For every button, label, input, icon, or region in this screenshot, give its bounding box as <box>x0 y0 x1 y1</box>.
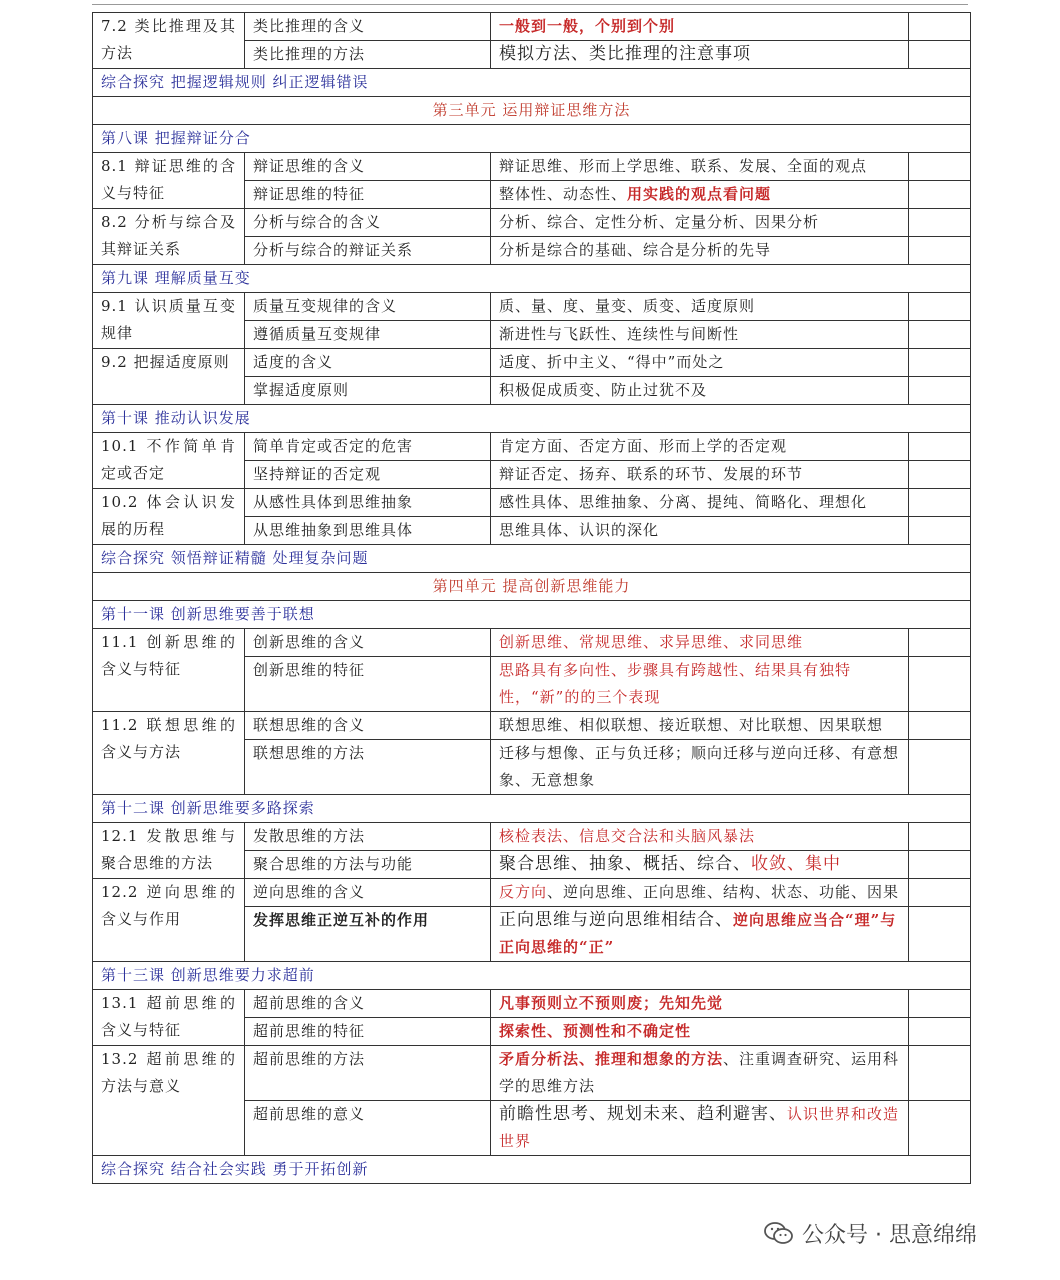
blank-cell <box>909 237 971 265</box>
section-row <box>93 265 971 293</box>
keypoint-text: 积极促成质变、防止过犹不及 <box>499 381 708 399</box>
blank-cell <box>909 13 971 41</box>
keypoints-cell <box>491 879 909 907</box>
keypoint-text: 收敛、集中 <box>751 854 841 874</box>
topic-cell: 聚合思维的方法与功能 <box>245 851 491 879</box>
keypoint-text: 矛盾分析法、推理和想象的方法 <box>499 1050 724 1068</box>
keypoint-text: 辩证否定、扬弃、联系的环节、发展的环节 <box>499 465 804 483</box>
topic-cell: 超前思维的意义 <box>245 1101 491 1156</box>
keypoints-cell <box>491 629 909 657</box>
topic-cell: 遵循质量互变规律 <box>245 321 491 349</box>
blank-cell <box>909 1101 971 1156</box>
keypoints-cell <box>491 209 909 237</box>
keypoints-cell <box>491 1101 909 1156</box>
unit-heading: 第四单元 提高创新思维能力 <box>93 573 971 601</box>
unit-heading: 第三单元 运用辩证思维方法 <box>93 97 971 125</box>
topic-cell: 发散思维的方法 <box>245 823 491 851</box>
table-row <box>93 13 971 41</box>
section-row <box>93 962 971 990</box>
keypoints-cell <box>491 517 909 545</box>
section-heading: 综合探究 领悟辩证精髓 处理复杂问题 <box>93 545 971 573</box>
section-heading: 综合探究 把握逻辑规则 纠正逻辑错误 <box>93 69 971 97</box>
table-row <box>93 433 971 461</box>
topic-cell: 质量互变规律的含义 <box>245 293 491 321</box>
topic-cell: 从感性具体到思维抽象 <box>245 489 491 517</box>
keypoint-text: 思维具体、认识的深化 <box>499 521 660 539</box>
blank-cell <box>909 377 971 405</box>
keypoints-cell <box>491 41 909 69</box>
lesson-cell: 8.2 分析与综合及其辩证关系 <box>93 209 245 265</box>
lesson-cell: 11.2 联想思维的含义与方法 <box>93 712 245 795</box>
topic-cell: 超前思维的含义 <box>245 990 491 1018</box>
keypoint-text: 思路具有多向性、步骤具有跨越性、结果具有独特性，“新”的的三个表现 <box>499 661 852 706</box>
blank-cell <box>909 517 971 545</box>
blank-cell <box>909 349 971 377</box>
blank-cell <box>909 153 971 181</box>
lesson-cell: 12.1 发散思维与聚合思维的方法 <box>93 823 245 879</box>
section-heading: 第九课 理解质量互变 <box>93 265 971 293</box>
topic-cell: 类比推理的方法 <box>245 41 491 69</box>
table-row <box>93 990 971 1018</box>
table-row <box>93 629 971 657</box>
keypoints-cell <box>491 461 909 489</box>
keypoint-text: 探索性、预测性和不确定性 <box>499 1022 692 1040</box>
keypoints-cell <box>491 293 909 321</box>
keypoint-text: 分析是综合的基础、综合是分析的先导 <box>499 241 772 259</box>
keypoints-cell <box>491 907 909 962</box>
table-row <box>93 879 971 907</box>
lesson-cell: 13.2 超前思维的方法与意义 <box>93 1046 245 1156</box>
table-row <box>93 209 971 237</box>
blank-cell <box>909 1046 971 1101</box>
keypoint-text: 、注重调查研究、运用科学的思维方法 <box>499 1050 900 1095</box>
keypoint-text: 渐进性与飞跃性、连续性与间断性 <box>499 325 740 343</box>
topic-cell: 分析与综合的含义 <box>245 209 491 237</box>
keypoints-cell <box>491 433 909 461</box>
topic-cell: 从思维抽象到思维具体 <box>245 517 491 545</box>
keypoints-cell <box>491 1046 909 1101</box>
keypoint-text: 前瞻性思考、规划未来、趋利避害、 <box>499 1104 787 1124</box>
keypoint-text: 创新思维、常规思维、求异思维、求同思维 <box>499 633 804 651</box>
lesson-cell: 9.2 把握适度原则 <box>93 349 245 405</box>
blank-cell <box>909 907 971 962</box>
keypoint-text: 适度、折中主义、“得中”而处之 <box>499 353 725 371</box>
keypoint-text: 辩证思维、形而上学思维、联系、发展、全面的观点 <box>499 157 868 175</box>
topic-cell: 联想思维的方法 <box>245 740 491 795</box>
keypoints-cell <box>491 321 909 349</box>
blank-cell <box>909 293 971 321</box>
table-row <box>93 1046 971 1101</box>
section-heading: 第十课 推动认识发展 <box>93 405 971 433</box>
blank-cell <box>909 1018 971 1046</box>
blank-cell <box>909 209 971 237</box>
table-row <box>93 823 971 851</box>
lesson-cell: 9.1 认识质量互变规律 <box>93 293 245 349</box>
keypoints-cell <box>491 740 909 795</box>
topic-cell: 超前思维的方法 <box>245 1046 491 1101</box>
keypoint-text: 正向思维与逆向思维相结合、 <box>499 910 733 930</box>
topic-cell: 辩证思维的特征 <box>245 181 491 209</box>
topic-cell: 适度的含义 <box>245 349 491 377</box>
table-row <box>93 153 971 181</box>
blank-cell <box>909 629 971 657</box>
section-heading: 第十二课 创新思维要多路探索 <box>93 795 971 823</box>
lesson-cell: 11.1 创新思维的含义与特征 <box>93 629 245 712</box>
blank-cell <box>909 321 971 349</box>
section-heading: 综合探究 结合社会实践 勇于开拓创新 <box>93 1156 971 1184</box>
blank-cell <box>909 181 971 209</box>
keypoints-cell <box>491 823 909 851</box>
lesson-cell: 10.2 体会认识发展的历程 <box>93 489 245 545</box>
keypoints-cell <box>491 13 909 41</box>
topic-cell: 创新思维的含义 <box>245 629 491 657</box>
keypoint-text: 质、量、度、量变、质变、适度原则 <box>499 297 756 315</box>
section-heading: 第十一课 创新思维要善于联想 <box>93 601 971 629</box>
table-row <box>93 349 971 377</box>
topic-cell: 坚持辩证的否定观 <box>245 461 491 489</box>
keypoint-text: 整体性、动态性、 <box>499 185 628 203</box>
topic-cell: 发挥思维正逆互补的作用 <box>245 907 491 962</box>
blank-cell <box>909 712 971 740</box>
section-heading: 第八课 把握辩证分合 <box>93 125 971 153</box>
course-outline-table <box>92 12 971 1184</box>
topic-cell: 辩证思维的含义 <box>245 153 491 181</box>
wechat-icon <box>764 1221 794 1245</box>
keypoint-text: 联想思维、相似联想、接近联想、对比联想、因果联想 <box>499 716 884 734</box>
section-row <box>93 405 971 433</box>
blank-cell <box>909 461 971 489</box>
keypoints-cell <box>491 377 909 405</box>
unit-row <box>93 573 971 601</box>
blank-cell <box>909 41 971 69</box>
keypoints-cell <box>491 657 909 712</box>
lesson-cell: 12.2 逆向思维的含义与作用 <box>93 879 245 962</box>
section-row <box>93 125 971 153</box>
blank-cell <box>909 879 971 907</box>
topic-cell: 超前思维的特征 <box>245 1018 491 1046</box>
keypoints-cell <box>491 489 909 517</box>
keypoint-text: 凡事预则立不预则废；先知先觉 <box>499 994 724 1012</box>
topic-cell: 创新思维的特征 <box>245 657 491 712</box>
lesson-cell: 8.1 辩证思维的含义与特征 <box>93 153 245 209</box>
keypoint-text: 模拟方法、类比推理的注意事项 <box>499 44 751 64</box>
topic-cell: 分析与综合的辩证关系 <box>245 237 491 265</box>
lesson-cell: 10.1 不作简单肯定或否定 <box>93 433 245 489</box>
topic-cell: 掌握适度原则 <box>245 377 491 405</box>
keypoint-text: 、逆向思维、正向思维、结构、状态、功能、因果 <box>547 883 900 901</box>
keypoint-text: 反方向 <box>499 883 548 901</box>
keypoint-text: 分析、综合、定性分析、定量分析、因果分析 <box>499 213 820 231</box>
keypoint-text: 核检表法、信息交合法和头脑风暴法 <box>499 827 756 845</box>
keypoint-text: 聚合思维、抽象、概括、综合、 <box>499 854 751 874</box>
blank-cell <box>909 740 971 795</box>
blank-cell <box>909 990 971 1018</box>
keypoints-cell <box>491 851 909 879</box>
blank-cell <box>909 433 971 461</box>
keypoint-text: 感性具体、思维抽象、分离、提纯、简略化、理想化 <box>499 493 868 511</box>
section-row <box>93 69 971 97</box>
keypoints-cell <box>491 990 909 1018</box>
blank-cell <box>909 851 971 879</box>
table-row <box>93 712 971 740</box>
blank-cell <box>909 657 971 712</box>
lesson-cell: 7.2 类比推理及其方法 <box>93 13 245 69</box>
section-row <box>93 545 971 573</box>
keypoint-text: 迁移与想像、正与负迁移；顺向迁移与逆向迁移、有意想象、无意想象 <box>499 744 900 789</box>
section-heading: 第十三课 创新思维要力求超前 <box>93 962 971 990</box>
watermark-text: 公众号 · 思意绵绵 <box>802 1222 977 1248</box>
keypoints-cell <box>491 349 909 377</box>
keypoints-cell <box>491 712 909 740</box>
blank-cell <box>909 823 971 851</box>
section-row <box>93 1156 971 1184</box>
keypoint-text: 逆向思维应当合“理”与正向思维的“正” <box>499 911 897 956</box>
topic-cell: 逆向思维的含义 <box>245 879 491 907</box>
blank-cell <box>909 489 971 517</box>
topic-cell: 联想思维的含义 <box>245 712 491 740</box>
keypoints-cell <box>491 1018 909 1046</box>
keypoint-text: 认识世界和改造世界 <box>499 1105 900 1150</box>
keypoint-text: 用实践的观点看问题 <box>627 185 772 203</box>
keypoints-cell <box>491 181 909 209</box>
keypoints-cell <box>491 153 909 181</box>
keypoint-text: 一般到一般，个别到个别 <box>499 17 676 35</box>
section-row <box>93 795 971 823</box>
lesson-cell: 13.1 超前思维的含义与特征 <box>93 990 245 1046</box>
table-row <box>93 293 971 321</box>
keypoint-text: 肯定方面、否定方面、形而上学的否定观 <box>499 437 788 455</box>
section-row <box>93 601 971 629</box>
table-row <box>93 489 971 517</box>
unit-row <box>93 97 971 125</box>
keypoints-cell <box>491 237 909 265</box>
top-rule <box>92 4 968 5</box>
topic-cell: 简单肯定或否定的危害 <box>245 433 491 461</box>
watermark <box>764 1216 977 1250</box>
topic-cell: 类比推理的含义 <box>245 13 491 41</box>
